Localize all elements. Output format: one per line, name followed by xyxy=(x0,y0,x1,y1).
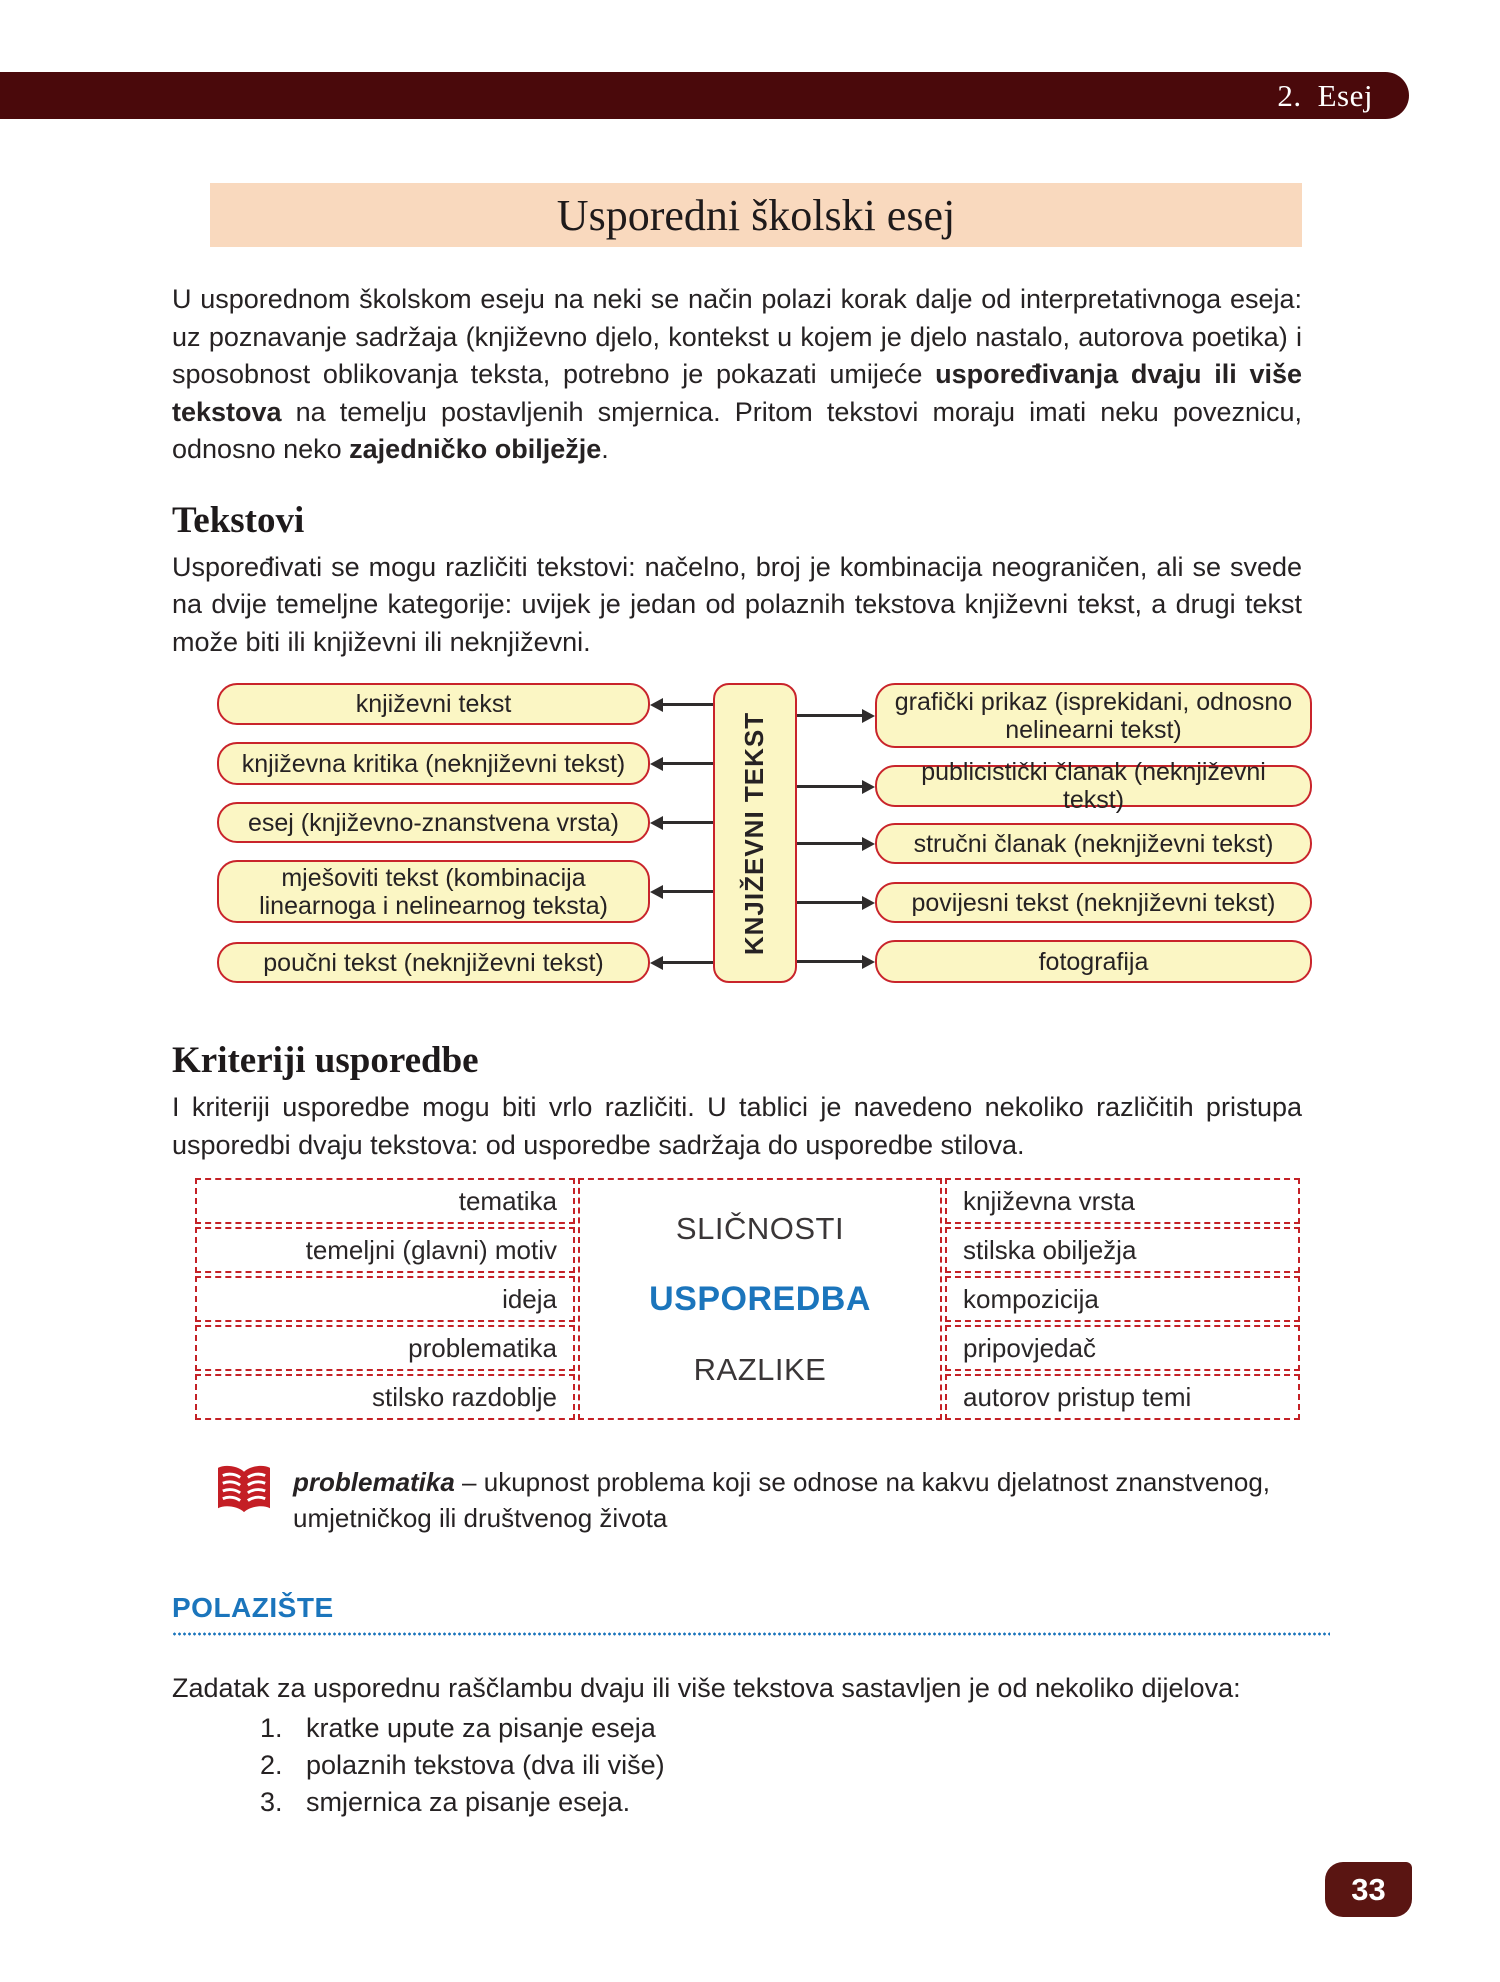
diagram-left-box-4: mješoviti tekst (kombinacija linearnoga i nelinearnog teksta) xyxy=(217,860,650,923)
polaziste-section xyxy=(172,1592,1312,1821)
arrow-to-left-box-4 xyxy=(662,890,713,893)
section-heading-kriteriji: Kriteriji usporedbe xyxy=(172,1040,479,1081)
tekstovi-paragraph: Uspoređivati se mogu različiti tekstovi: načelno, broj je kombinacija neograničen, ali se svede na dvije temeljne kategorije: uvijek je jedan od polaznih tekstova književni tekst, a drugi tekst može biti ili književni ili neknjiževni. xyxy=(172,551,1302,657)
content-column xyxy=(172,183,1312,1821)
table-cell-left-1: tematika xyxy=(195,1178,575,1224)
table-cell-right-1: književna vrsta xyxy=(945,1178,1300,1224)
intro-paragraph xyxy=(172,281,1302,469)
diagram-right-box-1: grafički prikaz (isprekidani, odnosno nelinearni tekst) xyxy=(875,683,1312,748)
similarities-label: SLIČNOSTI xyxy=(675,1210,845,1246)
table-cell-right-2: stilska obilježja xyxy=(945,1227,1300,1273)
table-cell-right-4: pripovjedač xyxy=(945,1325,1300,1371)
diagram-left-box-1: književni tekst xyxy=(217,683,650,725)
kriteriji-paragraph: I kriteriji usporedbe mogu biti vrlo različiti. U tablici je navedeno nekoliko različitih pristupa usporedbi dvaju tekstova: od usporedbe sadržaja do usporedbe stilova. xyxy=(172,1092,1302,1160)
section-heading-tekstovi: Tekstovi xyxy=(172,499,305,541)
arrow-to-left-box-1 xyxy=(662,703,713,706)
diagram-right-box-2: publicistički članak (neknjiževni tekst) xyxy=(875,765,1312,807)
title-banner xyxy=(210,183,1302,247)
arrow-to-right-box-4 xyxy=(797,901,863,904)
diagram-left-box-5: poučni tekst (neknjiževni tekst) xyxy=(217,942,650,983)
glossary-text xyxy=(293,1464,1303,1536)
list-item-number: 2. xyxy=(260,1749,283,1780)
table-cell-left-5: stilsko razdoblje xyxy=(195,1374,575,1420)
glossary-definition: – ukupnost problema koji se odnose na kakvu djelatnost znanstvenog, umjetničkog ili društvenog života xyxy=(293,1467,1271,1533)
table-cell-right-5: autorov pristup temi xyxy=(945,1374,1300,1420)
diagram-left-box-3: esej (književno-znanstvena vrsta) xyxy=(217,802,650,843)
arrow-to-right-box-5 xyxy=(797,960,863,963)
list-item xyxy=(172,1784,1312,1821)
intro-text: na temelju postavljenih smjernica. Pritom tekstovi moraju imati neku poveznicu, odnosno neko xyxy=(172,396,1302,464)
arrow-to-left-box-3 xyxy=(662,821,713,824)
diagram-right-box-5: fotografija xyxy=(875,940,1312,983)
diagram-center-label: KNJIŽEVNI TEKST xyxy=(739,711,770,955)
arrow-to-left-box-2 xyxy=(662,762,713,765)
table-cell-right-3: kompozicija xyxy=(945,1276,1300,1322)
diagram-left-box-2: književna kritika (neknjiževni tekst) xyxy=(217,742,650,785)
polaziste-list xyxy=(172,1710,1312,1821)
list-item-text: polaznih tekstova (dva ili više) xyxy=(306,1749,665,1780)
list-item xyxy=(172,1710,1312,1747)
table-cell-left-4: problematika xyxy=(195,1325,575,1371)
comparison-label: USPOREDBA xyxy=(649,1279,871,1318)
texts-diagram xyxy=(172,683,1312,983)
arrow-to-right-box-3 xyxy=(797,842,863,845)
arrow-to-left-box-5 xyxy=(662,961,713,964)
polaziste-lead: Zadatak za usporednu raščlambu dvaju ili više tekstova sastavljen je od nekoliko dijelova: xyxy=(172,1673,1241,1703)
glossary-term: problematika xyxy=(293,1467,455,1497)
polaziste-heading: POLAZIŠTE xyxy=(172,1592,334,1623)
comparison-table xyxy=(195,1178,1300,1420)
intro-text: U usporednom školskom eseju na neki se način polazi korak dalje od interpretativnoga eseja: uz poznavanje sadržaja (književno djelo, kontekst u kojem je djelo nastalo, autorova poetika) i sposobnost oblikovanja teksta, potrebno je pokazati umijeće xyxy=(172,284,1302,389)
diagram-right-box-3: stručni članak (neknjiževni tekst) xyxy=(875,823,1312,864)
diagram-center-box xyxy=(713,683,797,983)
page-number: 33 xyxy=(1351,1871,1386,1907)
differences-label: RAZLIKE xyxy=(693,1351,827,1387)
table-cell-left-2: temeljni (glavni) motiv xyxy=(195,1227,575,1273)
page-title: Usporedni školski esej xyxy=(556,190,956,240)
bold-text: uspoređivanja dvaju ili više tekstova xyxy=(172,359,1302,427)
bold-text: zajedničko obilježje xyxy=(349,434,602,464)
chapter-header-bar xyxy=(0,72,1409,119)
glossary-note xyxy=(172,1464,1312,1536)
list-item-number: 1. xyxy=(260,1712,283,1743)
chapter-label: 2. Esej xyxy=(1277,77,1373,113)
dotted-rule xyxy=(172,1632,1330,1636)
intro-text: . xyxy=(601,434,609,464)
diagram-right-box-4: povijesni tekst (neknjiževni tekst) xyxy=(875,882,1312,923)
book-icon xyxy=(215,1464,273,1516)
list-item-number: 3. xyxy=(260,1786,283,1817)
arrow-to-right-box-2 xyxy=(797,785,863,788)
page-number-badge xyxy=(1325,1862,1412,1917)
table-cell-left-3: ideja xyxy=(195,1276,575,1322)
list-item-text: smjernica za pisanje eseja. xyxy=(306,1786,631,1817)
table-center-cell xyxy=(578,1178,942,1420)
list-item-text: kratke upute za pisanje eseja xyxy=(306,1712,656,1743)
arrow-to-right-box-1 xyxy=(797,714,863,717)
list-item xyxy=(172,1747,1312,1784)
